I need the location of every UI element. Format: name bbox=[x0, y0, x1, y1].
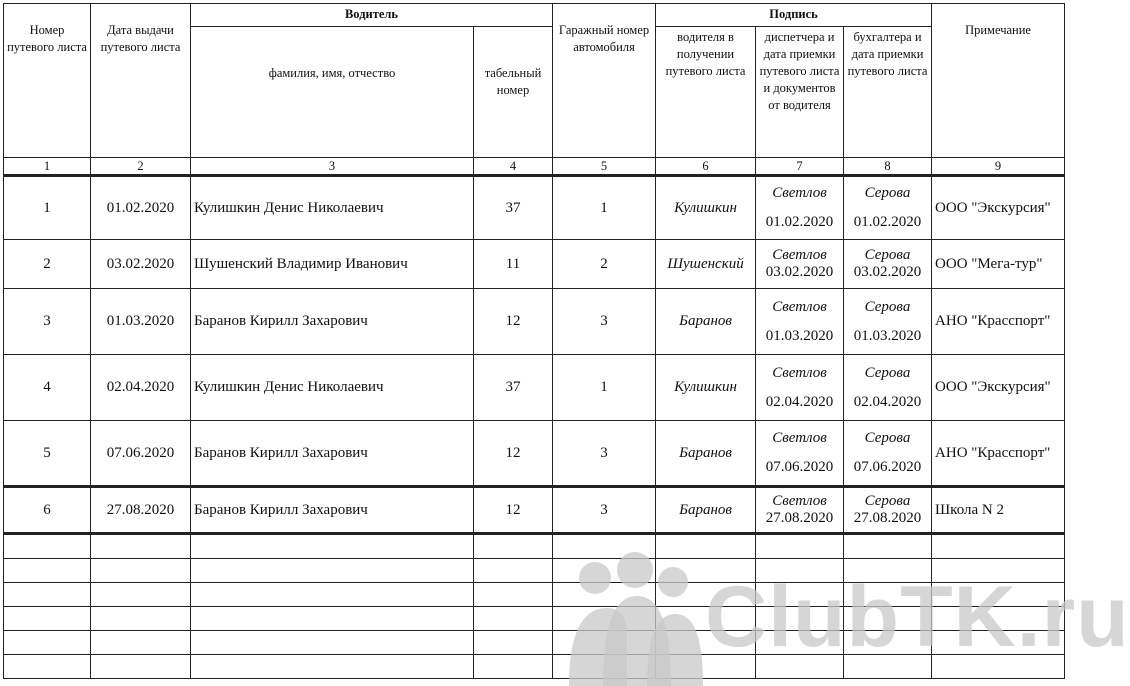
accountant-signature: Серова bbox=[864, 247, 911, 263]
cell-dispatcher bbox=[756, 421, 844, 487]
table-row bbox=[4, 421, 1065, 487]
column-number: 4 bbox=[474, 158, 553, 176]
empty-row bbox=[4, 559, 1065, 583]
cell-dispatcher bbox=[756, 487, 844, 534]
column-number: 6 bbox=[656, 158, 756, 176]
accountant-date: 07.06.2020 bbox=[853, 459, 922, 475]
cell-date: 01.03.2020 bbox=[91, 289, 191, 355]
empty-row bbox=[4, 534, 1065, 559]
accountant-date: 01.02.2020 bbox=[853, 214, 922, 230]
table-row bbox=[4, 355, 1065, 421]
table-row bbox=[4, 487, 1065, 534]
cell-tab-number: 37 bbox=[474, 176, 553, 240]
cell-accountant bbox=[844, 487, 932, 534]
cell-accountant bbox=[844, 176, 932, 240]
cell-tab-number: 12 bbox=[474, 289, 553, 355]
header-driver-name: фамилия, имя, отчество bbox=[191, 27, 474, 158]
dispatcher-date: 07.06.2020 bbox=[765, 459, 834, 475]
dispatcher-signature: Светлов bbox=[772, 247, 827, 263]
dispatcher-signature: Светлов bbox=[772, 185, 827, 201]
dispatcher-date: 27.08.2020 bbox=[765, 510, 834, 526]
column-number: 5 bbox=[553, 158, 656, 176]
cell-garage: 2 bbox=[553, 240, 656, 289]
cell-driver-signature: Баранов bbox=[656, 289, 756, 355]
dispatcher-signature: Светлов bbox=[772, 298, 827, 315]
cell-tab-number: 37 bbox=[474, 355, 553, 421]
cell-note: ООО "Экскурсия" bbox=[932, 355, 1065, 421]
column-numbers-row bbox=[4, 158, 1065, 176]
accountant-signature: Серова bbox=[864, 493, 911, 509]
cell-garage: 1 bbox=[553, 176, 656, 240]
header-sign-accountant: бухгалтера и дата приемки путевого листа bbox=[844, 27, 932, 158]
cell-note: Школа N 2 bbox=[932, 487, 1065, 534]
cell-note: АНО "Красспорт" bbox=[932, 421, 1065, 487]
column-number: 1 bbox=[4, 158, 91, 176]
cell-num: 1 bbox=[4, 176, 91, 240]
empty-row bbox=[4, 607, 1065, 631]
cell-garage: 3 bbox=[553, 289, 656, 355]
header-signature-group: Подпись bbox=[656, 4, 932, 27]
accountant-date: 03.02.2020 bbox=[853, 264, 922, 280]
cell-note: ООО "Экскурсия" bbox=[932, 176, 1065, 240]
table-row bbox=[4, 240, 1065, 289]
accountant-date: 27.08.2020 bbox=[853, 510, 922, 526]
header-issue-date: Дата выдачи путевого листа bbox=[91, 4, 191, 158]
dispatcher-signature: Светлов bbox=[772, 493, 827, 509]
column-number: 7 bbox=[756, 158, 844, 176]
cell-garage: 1 bbox=[553, 355, 656, 421]
cell-note: ООО "Мега-тур" bbox=[932, 240, 1065, 289]
cell-num: 2 bbox=[4, 240, 91, 289]
cell-date: 01.02.2020 bbox=[91, 176, 191, 240]
cell-date: 03.02.2020 bbox=[91, 240, 191, 289]
cell-garage: 3 bbox=[553, 487, 656, 534]
dispatcher-signature: Светлов bbox=[772, 364, 827, 381]
cell-driver-signature: Кулишкин bbox=[656, 176, 756, 240]
cell-garage: 3 bbox=[553, 421, 656, 487]
cell-driver-signature: Баранов bbox=[656, 421, 756, 487]
cell-driver-name: Кулишкин Денис Николаевич bbox=[191, 176, 474, 240]
column-number: 9 bbox=[932, 158, 1065, 176]
header-garage-number: Гаражный номер автомобиля bbox=[553, 4, 656, 158]
header-note: Примечание bbox=[932, 4, 1065, 158]
cell-date: 02.04.2020 bbox=[91, 355, 191, 421]
cell-accountant bbox=[844, 289, 932, 355]
accountant-signature: Серова bbox=[864, 298, 911, 315]
header-driver-group: Водитель bbox=[191, 4, 553, 27]
cell-num: 4 bbox=[4, 355, 91, 421]
accountant-signature: Серова bbox=[864, 185, 911, 201]
column-number: 2 bbox=[91, 158, 191, 176]
table-row bbox=[4, 289, 1065, 355]
dispatcher-date: 01.02.2020 bbox=[765, 214, 834, 230]
watermark-text: ClubTK.ru bbox=[705, 569, 1130, 665]
dispatcher-signature: Светлов bbox=[772, 430, 827, 446]
accountant-date: 02.04.2020 bbox=[853, 393, 922, 410]
accountant-date: 01.03.2020 bbox=[853, 327, 922, 344]
cell-num: 5 bbox=[4, 421, 91, 487]
cell-tab-number: 12 bbox=[474, 421, 553, 487]
cell-date: 07.06.2020 bbox=[91, 421, 191, 487]
empty-row bbox=[4, 655, 1065, 679]
dispatcher-date: 02.04.2020 bbox=[765, 393, 834, 410]
cell-num: 6 bbox=[4, 487, 91, 534]
cell-num: 3 bbox=[4, 289, 91, 355]
empty-row bbox=[4, 583, 1065, 607]
waybill-journal-table bbox=[3, 3, 1065, 679]
cell-driver-name: Баранов Кирилл Захарович bbox=[191, 289, 474, 355]
empty-row bbox=[4, 631, 1065, 655]
header-sign-dispatcher: диспетчера и дата приемки путевого листа и документов от водителя bbox=[756, 27, 844, 158]
cell-accountant bbox=[844, 240, 932, 289]
cell-tab-number: 12 bbox=[474, 487, 553, 534]
header-waybill-number: Номер путевого листа bbox=[4, 4, 91, 158]
dispatcher-date: 01.03.2020 bbox=[765, 327, 834, 344]
cell-driver-signature: Кулишкин bbox=[656, 355, 756, 421]
cell-dispatcher bbox=[756, 176, 844, 240]
cell-driver-signature: Шушенский bbox=[656, 240, 756, 289]
cell-date: 27.08.2020 bbox=[91, 487, 191, 534]
cell-accountant bbox=[844, 355, 932, 421]
cell-dispatcher bbox=[756, 240, 844, 289]
accountant-signature: Серова bbox=[864, 430, 911, 446]
cell-note: АНО "Красспорт" bbox=[932, 289, 1065, 355]
cell-driver-name: Баранов Кирилл Захарович bbox=[191, 421, 474, 487]
cell-tab-number: 11 bbox=[474, 240, 553, 289]
cell-accountant bbox=[844, 421, 932, 487]
header-sign-driver: водителя в получении путевого листа bbox=[656, 27, 756, 158]
accountant-signature: Серова bbox=[864, 364, 911, 381]
cell-driver-signature: Баранов bbox=[656, 487, 756, 534]
cell-dispatcher bbox=[756, 289, 844, 355]
dispatcher-date: 03.02.2020 bbox=[765, 264, 834, 280]
table-row bbox=[4, 176, 1065, 240]
cell-dispatcher bbox=[756, 355, 844, 421]
column-number: 3 bbox=[191, 158, 474, 176]
column-number: 8 bbox=[844, 158, 932, 176]
cell-driver-name: Шушенский Владимир Иванович bbox=[191, 240, 474, 289]
cell-driver-name: Кулишкин Денис Николаевич bbox=[191, 355, 474, 421]
cell-driver-name: Баранов Кирилл Захарович bbox=[191, 487, 474, 534]
header-driver-tab-number: табельный номер bbox=[474, 27, 553, 158]
